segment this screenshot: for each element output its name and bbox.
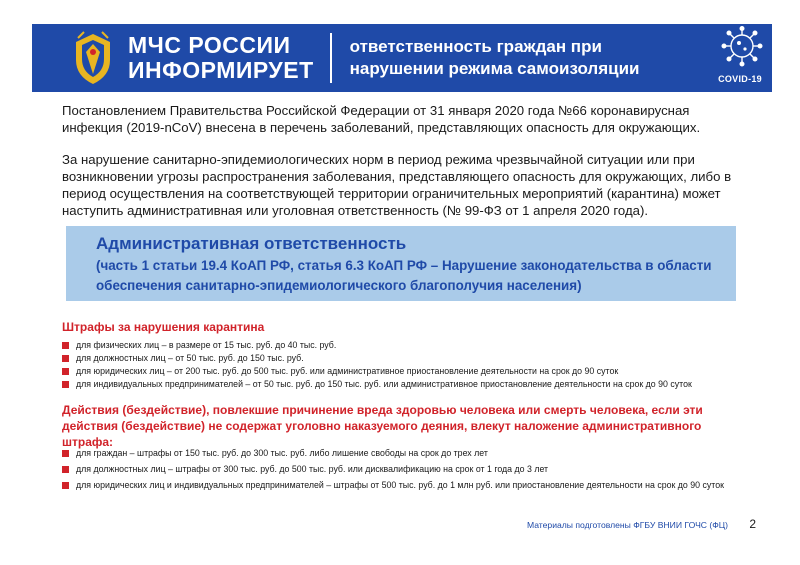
footer-credit: Материалы подготовлены ФГБУ ВНИИ ГОЧС (ФЦ) bbox=[526, 520, 728, 530]
admin-responsibility-box bbox=[66, 226, 736, 301]
intro-paragraph-2: За нарушение санитарно-эпидемиологических норм в период режима чрезвычайной ситуации или при возникновении угрозы распространения заболевания, представляющего опасность для окружающих, либо в период осуществления на соответствующей территории ограничительных мероприятий (карантина) может наступить административная или уголовная ответственность (№ 99-ФЗ от 1 апреля 2020 года). bbox=[62, 152, 732, 218]
list-item-text: для должностных лиц – штрафы от 300 тыс. руб. до 500 тыс. руб. или дисквалификацию на срок от 1 года до 3 лет bbox=[76, 463, 549, 474]
emergency-ministry-emblem-icon bbox=[70, 30, 116, 86]
red-square-bullet-icon bbox=[62, 381, 69, 388]
subject-line-1: ответственность граждан при bbox=[349, 37, 602, 56]
subject-line-2: нарушении режима самоизоляции bbox=[349, 59, 640, 78]
list-item bbox=[62, 477, 762, 493]
covid-badge bbox=[702, 24, 772, 92]
list-item bbox=[62, 378, 762, 391]
red-square-bullet-icon bbox=[62, 466, 69, 473]
red-square-bullet-icon bbox=[62, 482, 69, 489]
coronavirus-icon bbox=[716, 26, 764, 70]
list-item-text: для юридических лиц и индивидуальных предпринимателей – штрафы от 500 тыс. руб. до 1 млн руб. или приостановление деятельности на срок до 90 суток bbox=[76, 479, 724, 490]
red-square-bullet-icon bbox=[62, 342, 69, 349]
list-item-text: для должностных лиц – от 50 тыс. руб. до 150 тыс. руб. bbox=[76, 353, 304, 363]
header-divider bbox=[330, 33, 332, 83]
fines-list bbox=[62, 339, 762, 391]
red-square-bullet-icon bbox=[62, 355, 69, 362]
brand-line-1: МЧС РОССИИ bbox=[128, 32, 291, 58]
list-item-text: для граждан – штрафы от 150 тыс. руб. до 300 тыс. руб. либо лишение свободы на срок до трех лет bbox=[76, 447, 488, 458]
covid-label: COVID-19 bbox=[718, 74, 762, 84]
page-number: 2 bbox=[749, 517, 756, 531]
admin-box-subtitle: (часть 1 статьи 19.4 КоАП РФ, статья 6.3 КоАП РФ – Нарушение законодательства в области обеспечения санитарно-эпидемиологического благополучия населения) bbox=[96, 258, 712, 293]
admin-box-title: Административная ответственность bbox=[96, 234, 407, 253]
red-square-bullet-icon bbox=[62, 368, 69, 375]
list-item-text: для физических лиц – в размере от 15 тыс. руб. до 40 тыс. руб. bbox=[76, 340, 337, 350]
list-item bbox=[62, 445, 762, 461]
list-item bbox=[62, 461, 762, 477]
harm-section-title: Действия (бездействие), повлекшие причинение вреда здоровью человека или смерть человека, если эти действия (бездействие) не содержат уголовно наказуемого деяния, влекут наложение административного штрафа: bbox=[62, 403, 703, 449]
list-item bbox=[62, 339, 762, 352]
red-square-bullet-icon bbox=[62, 450, 69, 457]
intro-paragraph-1: Постановлением Правительства Российской Федерации от 31 января 2020 года №66 коронавирусная инфекция (2019-nCoV) внесена в перечень заболеваний, представляющих опасность для окружающих. bbox=[62, 103, 701, 135]
list-item bbox=[62, 352, 762, 365]
brand-line-2: ИНФОРМИРУЕТ bbox=[128, 57, 314, 83]
brand-title bbox=[128, 33, 314, 83]
list-item-text: для индивидуальных предпринимателей – от 50 тыс. руб. до 150 тыс. руб. или административное приостановление деятельности на срок до 90 суток bbox=[76, 379, 692, 389]
list-item bbox=[62, 365, 762, 378]
header-subject bbox=[350, 36, 640, 80]
header-banner bbox=[32, 24, 772, 92]
fines-section-title: Штрафы за нарушения карантина bbox=[62, 320, 265, 334]
list-item-text: для юридических лиц – от 200 тыс. руб. до 500 тыс. руб. или административное приостановление деятельности на срок до 90 суток bbox=[76, 366, 619, 376]
harm-list bbox=[62, 445, 762, 493]
